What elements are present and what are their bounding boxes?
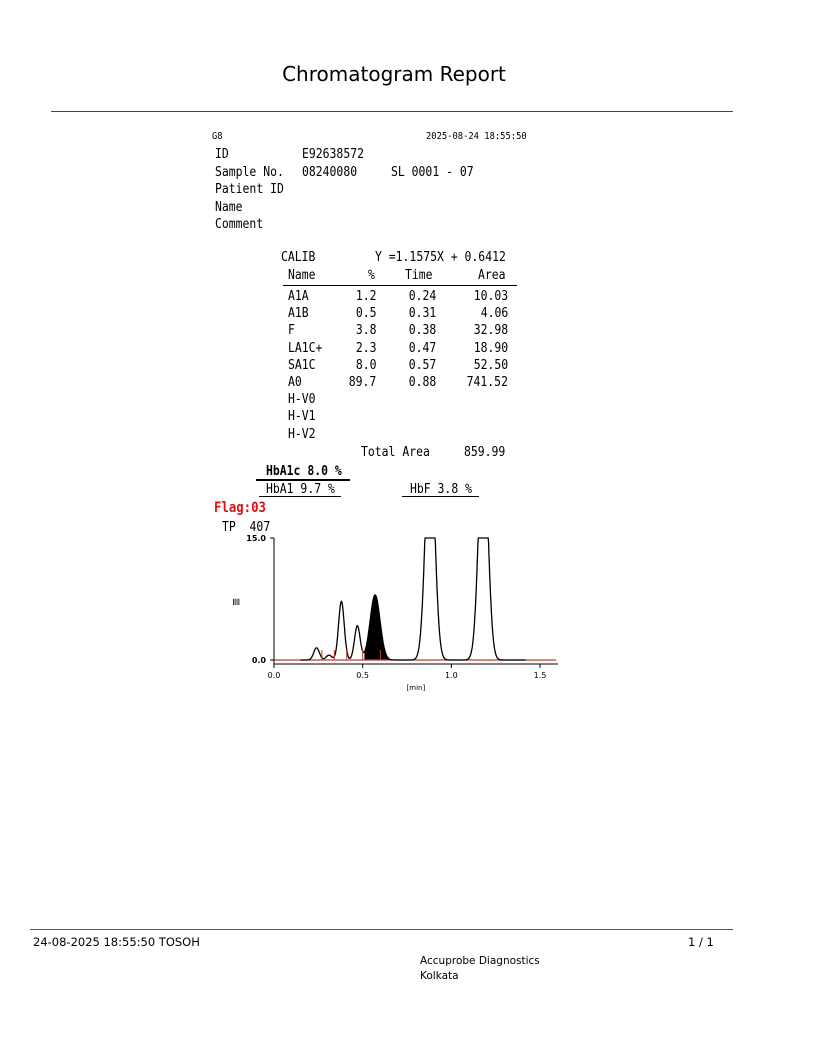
name-label: Name xyxy=(215,200,243,215)
result-name-cell: H-V1 xyxy=(288,409,316,425)
tp-value: TP 407 xyxy=(222,520,271,535)
report-datetime: 2025-08-24 18:55:50 xyxy=(426,131,527,142)
result-pct-cell: 2.3 xyxy=(355,340,376,356)
result-name-cell: A1B xyxy=(288,306,309,322)
x-tick-label: 0.0 xyxy=(267,671,281,680)
result-area-cell: 10.03 xyxy=(473,289,508,304)
result-pct-cell: 8.0 xyxy=(355,357,376,373)
result-pct-cell: 1.2 xyxy=(355,289,376,304)
result-area-cell: 4.06 xyxy=(480,306,508,322)
result-name-cell: H-V0 xyxy=(288,392,316,408)
analyzer-model: G8 xyxy=(212,131,223,142)
result-time-cell: 0.24 xyxy=(408,289,436,304)
result-name-cell: H-V2 xyxy=(288,426,316,442)
result-area-cell: 741.52 xyxy=(466,375,508,390)
result-time-cell: 0.47 xyxy=(408,340,436,356)
result-area-cell: 32.98 xyxy=(473,323,508,339)
result-time-cell: 0.31 xyxy=(408,306,436,322)
chromatogram-trace xyxy=(301,538,526,660)
flag-label: Flag:03 xyxy=(214,500,266,516)
lab-city: Kolkata xyxy=(420,970,459,982)
result-time-cell: 0.38 xyxy=(408,323,436,339)
result-name-cell: LA1C+ xyxy=(288,340,323,356)
col-header-time: Time xyxy=(405,268,433,283)
result-pct-cell: 0.5 xyxy=(355,306,376,322)
calib-equation: Y =1.1575X + 0.6412 xyxy=(375,250,506,265)
lab-name: Accuprobe Diagnostics xyxy=(420,955,540,967)
result-time-cell: 0.88 xyxy=(408,375,436,390)
result-area-cell: 18.90 xyxy=(473,340,508,356)
report-title: Chromatogram Report xyxy=(282,62,506,86)
result-name-cell: F xyxy=(288,323,295,339)
col-header-pct: % xyxy=(368,268,375,283)
footer-timestamp: 24-08-2025 18:55:50 TOSOH xyxy=(33,935,200,949)
col-header-area: Area xyxy=(478,268,506,283)
result-area-cell: 52.50 xyxy=(473,357,508,373)
sample-label: Sample No. xyxy=(215,165,284,180)
result-pct-cell: 89.7 xyxy=(348,375,376,390)
hba1-result: HbA1 9.7 % xyxy=(266,482,335,497)
sl-value: SL 0001 - 07 xyxy=(391,165,474,180)
x-tick-label: 1.5 xyxy=(533,671,547,680)
total-area-value: 859.99 xyxy=(464,445,506,460)
sample-value: 08240080 xyxy=(302,165,358,180)
result-name-cell: A1A xyxy=(288,289,309,304)
x-tick-label: 0.5 xyxy=(356,671,370,680)
y-tick-label: 15.0 xyxy=(246,534,266,543)
id-label: ID xyxy=(215,147,229,162)
x-axis-label: [min] xyxy=(406,684,426,692)
page-number: 1 / 1 xyxy=(688,935,714,949)
y-tick-label: 0.0 xyxy=(251,656,266,665)
x-tick-label: 1.0 xyxy=(444,671,458,680)
footer-divider xyxy=(30,929,733,930)
hbf-result: HbF 3.8 % xyxy=(410,482,472,497)
y-unit-icon: ≣ xyxy=(230,597,241,607)
result-pct-cell: 3.8 xyxy=(355,323,376,339)
total-area-label: Total Area xyxy=(361,445,430,460)
result-name-cell: SA1C xyxy=(288,357,316,373)
result-time-cell: 0.57 xyxy=(408,357,436,373)
comment-label: Comment xyxy=(215,217,264,232)
col-header-name: Name xyxy=(288,268,316,283)
id-value: E92638572 xyxy=(302,147,364,162)
patient-id-label: Patient ID xyxy=(215,182,284,197)
calib-label: CALIB xyxy=(281,250,316,265)
hba1c-result: HbA1c 8.0 % xyxy=(266,464,342,479)
result-name-cell: A0 xyxy=(288,375,302,390)
